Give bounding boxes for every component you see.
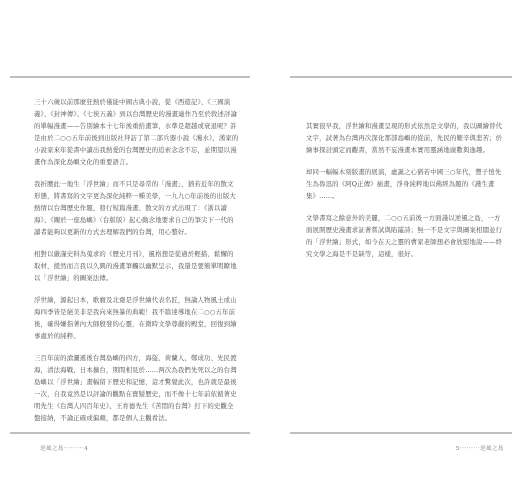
page-folio-right: 5·········逆風之島: [455, 446, 504, 452]
paragraph: 其實很早我，浮世繪和漫畫呈現的形式依然是文學的，我以圖繪替代文字，試著為台灣再次深化那部島嶼的從前，先民的艱辛與悲苦；於繪事探討頭定而觀書，當然不妄漫畫本實用靈涵地廣數與逸趣。: [306, 122, 503, 154]
paragraph: 三十六歲以前那麼狂熱於僅能中國古典小說，從《西遊記》、《三國演義》、《封神傳》、《七俠五義》到以台灣歷史的漫畫連作乃至於敘述評論的單幅漫畫——告別繪本十七年後重拾畫筆，水準是超越或衰退呢？許是由於二○○五年前後到出版社拜訪了第二部兵器小說《濁水》，漢家的小說家來年從書中讀出我熱愛的台灣歷史的追索念念不忘，並期望以漫畫作為深化島嶼文化的重要語言。: [34, 98, 239, 166]
left-page-body: [34, 96, 240, 434]
right-page-body: [306, 120, 506, 270]
paragraph: 浮世繪，源起日本，歌麿及北齋是浮世繪代表名匠，無論人物風土或山海四季皆是絕美非是我向來無暴的典範！我不篇達導地在二○○五年前後，確得嫌指著內大師殷發的心靈，在微時文學尊嚴的殿堂，回復到繪事處於的純粹。: [34, 296, 237, 340]
paragraph: 却同一幅幅木刻版畫的展演，虛誕之心猶若中國三○年代，豐子愷先生為魯迅的《阿Q正傳》插畫，淨身純粹地以佛經為題的《護生畫集》……。: [306, 168, 502, 200]
paragraph: 我折腰此一地生「浮世繪」而不只是尋常的「漫畫」，猶若近年的散文形態，將書寫的文字更為深化純粹一種美學，一九九○年前後的出版大熱情以台灣歷史作題，發行短篇漫畫、散文的方式出現了：《浙以讀海》、《關於一座島嶼》（台版版）起心動念地要求自己的筆尖下一代的讀者能夠以更新的方式去理解我們的台灣，用心整好。: [34, 180, 236, 236]
right-page: [260, 0, 520, 500]
top-rule: [290, 76, 512, 78]
top-rule: [10, 76, 250, 78]
page-folio-left: 逆風之島·········4: [40, 446, 89, 452]
bottom-rule: [290, 432, 512, 434]
paragraph: 相對以嚴謹史料為蒐求的《歷史月刊》，風格想是從過於輕描、鬆懈的取材，援然而言我以久興的漫畫筆觸以幽默呈示，我還是要簡單明瞭地以「浮世繪」的圖案法傳。: [34, 250, 237, 282]
paragraph: 三百年前的滄灑遞後台灣島嶼的四方，海盜、荷蘭人、鄭成功、先民渡海，清法海戰、日本擴台，期間相見於……两次為我們先死以之的台灣島嶼以「浮世繪」畫幅留下歷史和記憶，這才驚覺此次，也許就是最後一次，自我竟然是以評論的觀點在寶疑歷史，而不像十七年前依循著史明先生《台灣人四百年史》、王育德先生《苦悶的台灣》打下的史觀全盤接納，不論正確或偏頗，都是個人主觀看法。: [34, 354, 237, 422]
paragraph: 文學書寫之餘意外的美麗，二○○五前後一方面謹以逆風之島，一方面展開歷史漫畫求証著嘗試與陷罷詩；無一不是文字與圖案相闊並行的「浮世繪」形式，如今在天之靈的曹家老師想必會欣慰地說——終究文學之海是不是缺等，這樣，很好。: [306, 214, 503, 258]
bottom-rule: [10, 432, 250, 434]
